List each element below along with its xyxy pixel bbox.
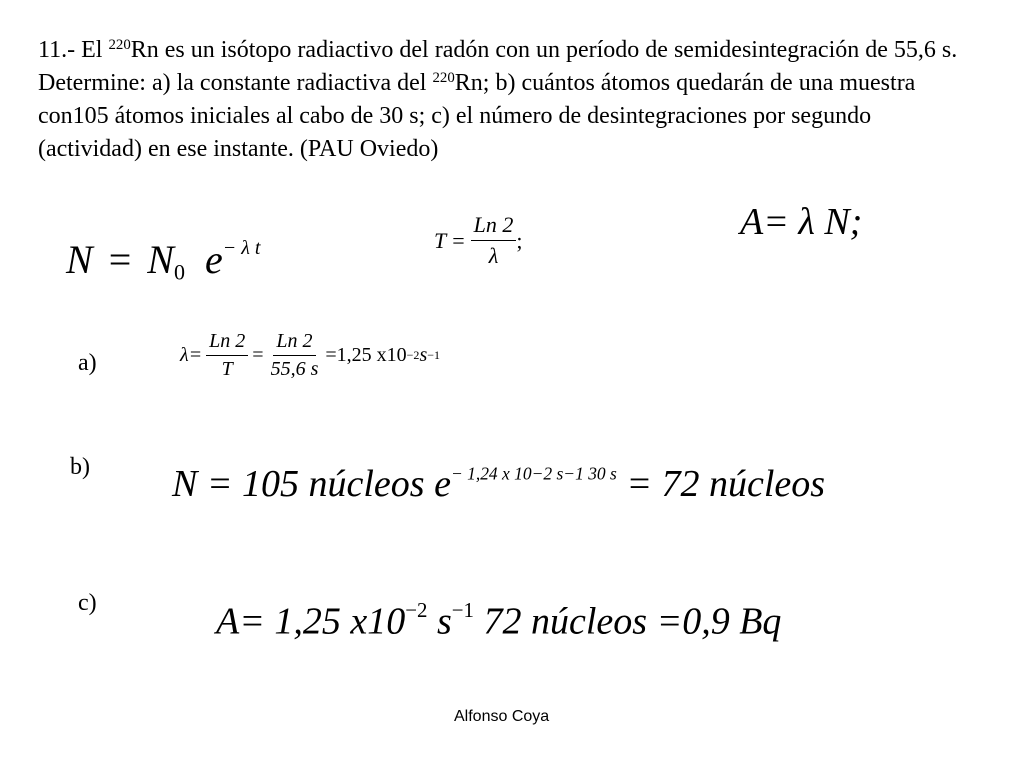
author-credit: Alfonso Coya xyxy=(454,708,550,725)
period-lhs: T xyxy=(434,227,447,253)
isotope-mass: 220 xyxy=(108,36,131,53)
half-life-formula xyxy=(434,212,523,269)
part-a-result-exp: −2 xyxy=(406,348,420,362)
part-a-lambda: λ= xyxy=(180,344,203,366)
part-a-f1-num: Ln 2 xyxy=(206,330,248,356)
part-a-result: =1,25 x10 xyxy=(325,344,407,366)
problem-body-2: Rn; b) cuántos átomos quedarán de una muestra con105 átomos iniciales al cabo de 30 s; c) el número de desintegraciones por segundo (actividad) en ese instante. (PAU Oviedo) xyxy=(38,70,916,162)
part-a-f2-den: 55,6 s xyxy=(270,358,319,380)
decay-lhs: N xyxy=(66,237,93,282)
period-tail: ; xyxy=(516,227,523,253)
part-a-formula xyxy=(180,330,440,381)
part-b-exponent: − 1,24 x 10−2 s−1 30 s xyxy=(450,463,617,484)
part-c-label: c) xyxy=(78,590,97,616)
part-a-fraction-1 xyxy=(206,330,248,381)
part-a-fraction-2 xyxy=(268,330,322,381)
part-a-label: a) xyxy=(78,350,97,376)
period-den: λ xyxy=(488,243,499,268)
part-c-post: 72 núcleos =0,9 Bq xyxy=(474,600,782,643)
period-eq: = xyxy=(452,227,465,253)
problem-statement xyxy=(38,34,978,166)
period-num: Ln 2 xyxy=(471,212,517,241)
part-c-exp-1: −2 xyxy=(405,598,428,622)
activity-formula: A= λ N; xyxy=(740,201,863,243)
problem-prefix: 11.- El xyxy=(38,37,109,63)
decay-e: e xyxy=(204,237,223,282)
part-c-s: s xyxy=(427,600,452,643)
part-c-exp-2: −1 xyxy=(451,598,474,622)
part-c-pre: A= 1,25 x10 xyxy=(216,600,406,643)
problem-body-1: Rn es un isótopo radiactivo del radón con un período de semidesintegración de 55,6 s. Determine: a) la constante radiactiva del xyxy=(38,37,958,96)
decay-law-formula xyxy=(66,236,260,286)
part-b-lhs: N = 105 núcleos e xyxy=(172,463,451,505)
decay-exponent: − λ t xyxy=(222,237,261,259)
part-a-unit-exp: −1 xyxy=(427,348,441,362)
part-b-label: b) xyxy=(70,454,90,480)
part-b-formula xyxy=(172,462,825,506)
part-a-unit: s xyxy=(419,344,428,366)
decay-n0: N xyxy=(147,237,174,282)
part-b-rhs: = 72 núcleos xyxy=(626,463,826,505)
part-c-formula xyxy=(216,598,781,644)
part-a-f1-den: T xyxy=(221,358,233,380)
isotope-mass-2: 220 xyxy=(432,69,455,86)
decay-n0-sub: 0 xyxy=(173,259,185,285)
decay-eq: = xyxy=(108,237,132,282)
part-a-eq: = xyxy=(252,344,264,366)
part-a-f2-num: Ln 2 xyxy=(273,330,315,356)
period-fraction xyxy=(471,212,517,269)
